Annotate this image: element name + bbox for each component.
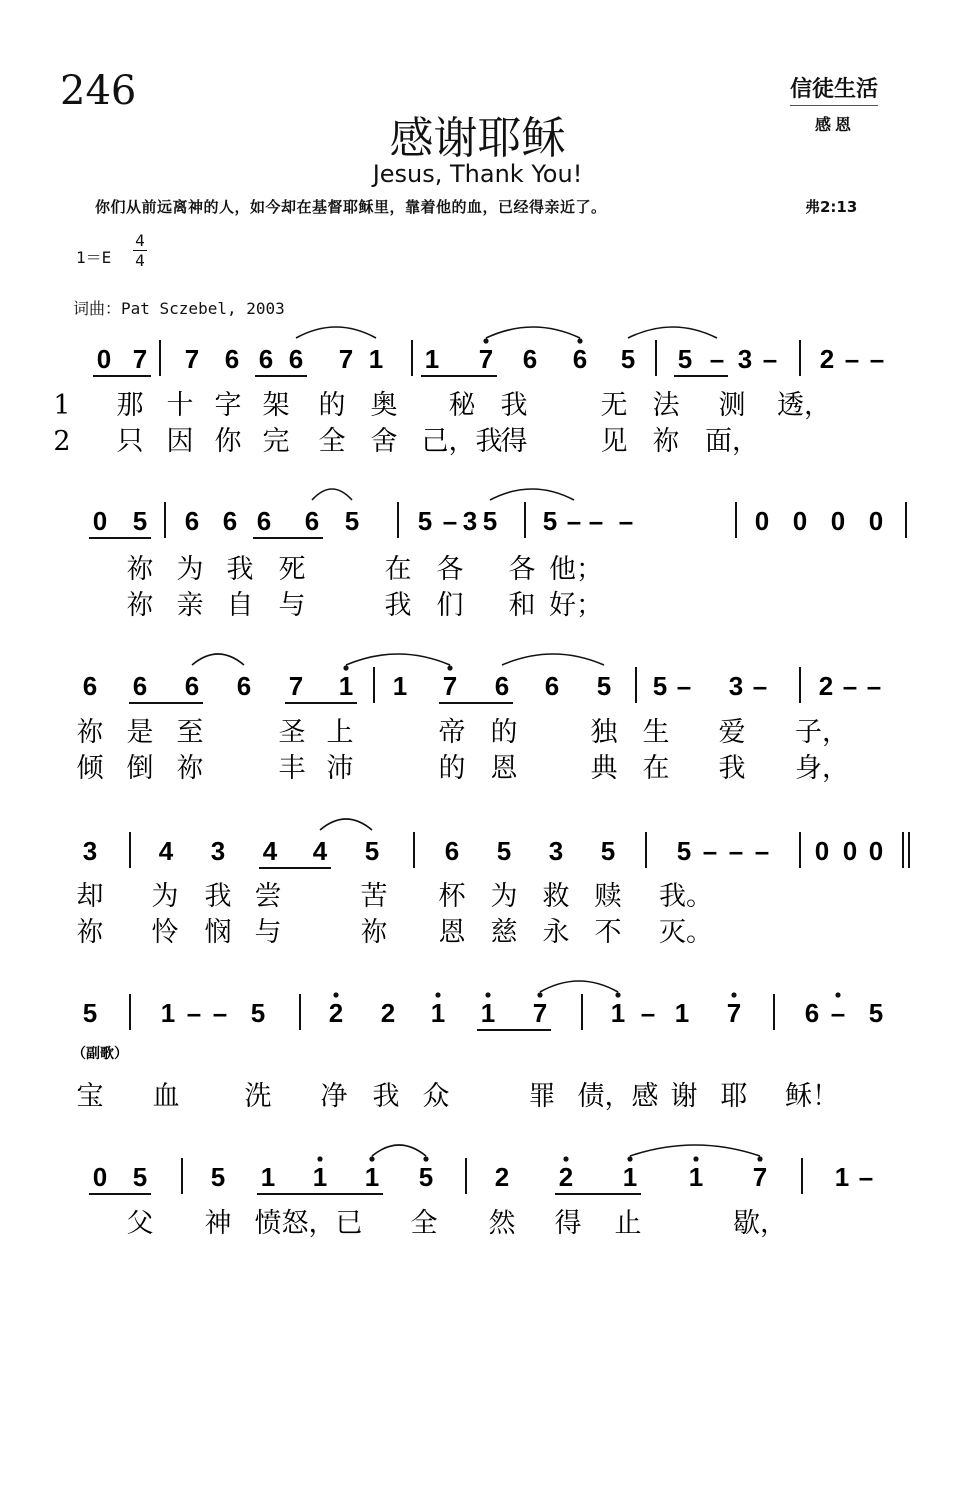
note: –	[728, 836, 744, 866]
lyric-syllable: 法	[652, 390, 680, 421]
lyric-syllable: 父	[126, 1208, 154, 1239]
note: 6	[82, 671, 98, 701]
lyric-syllable: 祢	[76, 917, 104, 948]
lyric-syllable: 圣	[278, 717, 306, 748]
lyric-syllable: 祢	[76, 717, 104, 748]
note: –	[842, 671, 858, 701]
scripture-verse: 你们从前远离神的人，如今却在基督耶稣里，靠着他的血，已经得亲近了。	[95, 198, 607, 216]
lyric-syllable: 祢	[360, 917, 388, 948]
subcategory-label: 感恩	[815, 115, 856, 134]
note: 1	[688, 1162, 704, 1192]
octave-dot	[333, 992, 338, 997]
lyric-syllable: 祢	[126, 554, 154, 585]
note: 7	[442, 671, 458, 701]
lyric-syllable: 是	[126, 717, 154, 748]
note: 6	[258, 344, 274, 374]
lyric-syllable: 宝	[76, 1081, 104, 1112]
lyric-syllable: 他；	[549, 554, 603, 585]
note: 5	[542, 506, 558, 536]
lyric-syllable: 秘	[448, 390, 476, 421]
note: –	[566, 506, 582, 536]
lyric-syllable: 和	[508, 590, 536, 621]
octave-dot	[615, 992, 620, 997]
note: –	[640, 998, 656, 1028]
octave-dot	[627, 1156, 632, 1161]
lyric-syllable: 为	[151, 881, 179, 912]
note: 6	[184, 506, 200, 536]
lyric-syllable: 那	[116, 390, 144, 421]
note: 0	[92, 506, 108, 536]
lyric-syllable: 不	[594, 917, 622, 948]
lyric-syllable: 生	[642, 717, 670, 748]
lyric-syllable: 各	[508, 554, 536, 585]
lyric-syllable: 在	[384, 554, 412, 585]
lyric-syllable: 见	[600, 426, 628, 457]
note: 0	[830, 506, 846, 536]
lyric-syllable: 恩	[438, 917, 466, 948]
lyric-syllable: 1	[53, 390, 71, 421]
note: 5	[132, 506, 148, 536]
lyric-syllable: 赎	[594, 881, 622, 912]
note: 5	[418, 1162, 434, 1192]
octave-dot	[485, 992, 490, 997]
lyric-syllable: 各	[436, 554, 464, 585]
note: 2	[380, 998, 396, 1028]
slur	[192, 654, 244, 665]
octave-dot	[577, 338, 582, 343]
lyric-syllable: 然	[488, 1208, 516, 1239]
lyric-syllable: 舍	[370, 426, 398, 457]
lyric-syllable: 悯	[204, 917, 232, 948]
note: –	[709, 344, 725, 374]
note: 6	[184, 671, 200, 701]
time-signature-bottom: 4	[135, 251, 145, 270]
note: 5	[676, 836, 692, 866]
lyric-syllable: 我	[372, 1081, 400, 1112]
note: 3	[548, 836, 564, 866]
slur	[628, 327, 717, 338]
lyric-syllable: 慈	[490, 917, 518, 948]
note: 5	[496, 836, 512, 866]
note: 5	[417, 506, 433, 536]
note: 1	[338, 671, 354, 701]
lyric-syllable: 倾	[76, 753, 104, 784]
note: 3	[737, 344, 753, 374]
scripture-reference: 弗2:13	[805, 198, 858, 216]
lyric-syllable: 我	[718, 753, 746, 784]
note: 5	[652, 671, 668, 701]
note: 6	[522, 344, 538, 374]
octave-dot	[369, 1156, 374, 1161]
lyric-syllable: 怜	[151, 917, 179, 948]
note: 5	[482, 506, 498, 536]
note: 3	[82, 836, 98, 866]
lyric-syllable: 洗	[244, 1081, 272, 1112]
lyric-syllable: 全	[318, 426, 346, 457]
lyric-syllable: 倒	[126, 753, 154, 784]
note: 6	[132, 671, 148, 701]
note: 7	[132, 344, 148, 374]
note: –	[844, 344, 860, 374]
slur	[486, 327, 580, 338]
hymn-number: 246	[60, 68, 137, 114]
lyric-syllable: 愤	[254, 1208, 282, 1239]
note: –	[752, 671, 768, 701]
lyric-syllable: 上	[326, 717, 354, 748]
key-signature: 1＝E	[76, 248, 112, 267]
lyric-syllable: 的	[438, 753, 466, 784]
note: –	[866, 671, 882, 701]
note: –	[186, 998, 202, 1028]
lyric-syllable: 死	[278, 554, 306, 585]
note: 1	[368, 344, 384, 374]
lyric-syllable: 为	[176, 554, 204, 585]
lyric-syllable: 我	[226, 554, 254, 585]
slur	[630, 1145, 760, 1156]
note: 7	[338, 344, 354, 374]
lyric-syllable: 与	[254, 917, 282, 948]
note: 7	[184, 344, 200, 374]
lyric-syllable: 灭。	[659, 917, 713, 948]
note: 0	[792, 506, 808, 536]
note: –	[762, 344, 778, 374]
lyric-syllable: 无	[600, 390, 628, 421]
slur	[346, 654, 450, 665]
note: 5	[620, 344, 636, 374]
slur	[312, 489, 352, 500]
lyric-syllable: 透，	[777, 390, 831, 421]
note: –	[869, 344, 885, 374]
note: 1	[392, 671, 408, 701]
note: –	[618, 506, 634, 536]
note: 6	[444, 836, 460, 866]
lyric-syllable: 的	[318, 390, 346, 421]
octave-dot	[537, 992, 542, 997]
note: –	[702, 836, 718, 866]
note: 6	[256, 506, 272, 536]
note: 2	[819, 344, 835, 374]
lyric-syllable: 稣！	[785, 1081, 839, 1112]
note: 5	[132, 1162, 148, 1192]
note: –	[858, 1162, 874, 1192]
note: 1	[610, 998, 626, 1028]
note: 3	[462, 506, 478, 536]
note: –	[830, 998, 846, 1028]
note: 5	[677, 344, 693, 374]
lyric-syllable: 爱	[718, 717, 746, 748]
lyric-syllable: 我	[500, 390, 528, 421]
lyric-syllable: 自	[226, 590, 254, 621]
note: 5	[210, 1162, 226, 1192]
note: 1	[674, 998, 690, 1028]
note: 1	[834, 1162, 850, 1192]
lyric-syllable: 的	[490, 717, 518, 748]
lyric-syllable: 杯	[438, 881, 466, 912]
note: 1	[430, 998, 446, 1028]
lyric-syllable: 字	[214, 390, 242, 421]
lyric-syllable: 子，	[795, 717, 849, 748]
lyric-syllable: 我	[384, 590, 412, 621]
lyric-syllable: 我	[204, 881, 232, 912]
note: 1	[424, 344, 440, 374]
octave-dot	[563, 1156, 568, 1161]
note: 2	[494, 1162, 510, 1192]
note: 1	[622, 1162, 638, 1192]
note: 7	[478, 344, 494, 374]
lyric-syllable: 奥	[370, 390, 398, 421]
lyric-syllable: 你	[214, 426, 242, 457]
note: 5	[600, 836, 616, 866]
lyric-syllable: 却	[76, 881, 104, 912]
note: 0	[814, 836, 830, 866]
note: 0	[868, 506, 884, 536]
note: 6	[288, 344, 304, 374]
octave-dot	[435, 992, 440, 997]
lyric-syllable: 苦	[360, 881, 388, 912]
octave-dot	[757, 1156, 762, 1161]
note: 5	[250, 998, 266, 1028]
lyric-syllable: 歇，	[733, 1208, 787, 1239]
lyric-syllable: 血	[152, 1081, 180, 1112]
octave-dot	[343, 665, 348, 670]
note: –	[754, 836, 770, 866]
octave-dot	[835, 992, 840, 997]
note: 5	[82, 998, 98, 1028]
lyric-syllable: 好；	[549, 590, 603, 621]
note: 3	[210, 836, 226, 866]
lyric-syllable: 耶	[720, 1081, 748, 1112]
note: –	[588, 506, 604, 536]
lyric-syllable: 永	[542, 917, 570, 948]
lyric-syllable: 与	[278, 590, 306, 621]
lyric-syllable: 己，我	[421, 426, 503, 457]
note: –	[442, 506, 458, 536]
lyric-syllable: 2	[53, 426, 71, 457]
note: 5	[364, 836, 380, 866]
octave-dot	[423, 1156, 428, 1161]
title-english: Jesus, Thank You!	[372, 160, 583, 188]
note: 1	[260, 1162, 276, 1192]
lyric-syllable: 测	[718, 390, 746, 421]
slur	[372, 1145, 426, 1156]
lyric-syllable: 因	[166, 426, 194, 457]
note: 7	[288, 671, 304, 701]
category-label: 信徒生活	[790, 72, 878, 106]
note: 1	[480, 998, 496, 1028]
slur	[502, 654, 604, 665]
octave-dot	[731, 992, 736, 997]
note: 6	[304, 506, 320, 536]
note: 5	[868, 998, 884, 1028]
lyric-syllable: 沛	[326, 753, 354, 784]
lyric-syllable: 尝	[254, 881, 282, 912]
lyric-syllable: 亲	[176, 590, 204, 621]
lyric-syllable: 完	[262, 426, 290, 457]
lyric-syllable: 祢	[126, 590, 154, 621]
note: 7	[752, 1162, 768, 1192]
lyric-syllable: 为	[490, 881, 518, 912]
note: 2	[328, 998, 344, 1028]
lyric-syllable: 们	[436, 590, 464, 621]
note: 0	[868, 836, 884, 866]
octave-dot	[693, 1156, 698, 1161]
octave-dot	[483, 338, 488, 343]
lyric-syllable: 净	[320, 1081, 348, 1112]
lyric-syllable: 谢	[670, 1081, 698, 1112]
note: 6	[494, 671, 510, 701]
lyric-syllable: 独	[590, 717, 618, 748]
lyric-syllable: 我。	[659, 881, 713, 912]
lyric-syllable: 祢	[176, 753, 204, 784]
note: 0	[96, 344, 112, 374]
note: 6	[572, 344, 588, 374]
lyric-syllable: 恩	[490, 753, 518, 784]
slur	[490, 489, 574, 500]
note: 1	[312, 1162, 328, 1192]
note: 0	[92, 1162, 108, 1192]
title-chinese: 感谢耶稣	[389, 113, 566, 164]
lyric-syllable: 至	[176, 717, 204, 748]
note: 7	[726, 998, 742, 1028]
slur	[320, 819, 372, 830]
note: 4	[158, 836, 174, 866]
lyric-syllable: 在	[642, 753, 670, 784]
lyric-syllable: 面，	[705, 426, 759, 457]
lyric-syllable: 止	[614, 1208, 642, 1239]
lyric-syllable: 身，	[795, 753, 849, 784]
lyric-syllable: 架	[262, 390, 290, 421]
lyric-syllable: 只	[116, 426, 144, 457]
octave-dot	[317, 1156, 322, 1161]
slur	[296, 327, 376, 338]
note: –	[676, 671, 692, 701]
lyric-syllable: 罪	[528, 1081, 556, 1112]
note: 0	[754, 506, 770, 536]
lyric-syllable: 得	[554, 1208, 582, 1239]
credit-line: 词曲：Pat Sczebel, 2003	[73, 299, 285, 318]
note: 6	[222, 506, 238, 536]
note: 4	[262, 836, 278, 866]
lyric-syllable: 债，感	[577, 1081, 659, 1112]
lyric-syllable: 典	[590, 753, 618, 784]
note: 5	[596, 671, 612, 701]
note: –	[212, 998, 228, 1028]
note: 6	[804, 998, 820, 1028]
note: 6	[224, 344, 240, 374]
lyric-syllable: 怒，已	[281, 1208, 363, 1239]
time-signature-top: 4	[133, 231, 147, 251]
lyric-syllable: 神	[204, 1208, 232, 1239]
note: 1	[160, 998, 176, 1028]
refrain-label: （副歌）	[72, 1046, 128, 1062]
note: 2	[818, 671, 834, 701]
note: 7	[532, 998, 548, 1028]
lyric-syllable: 得	[500, 426, 528, 457]
note: 0	[842, 836, 858, 866]
lyric-syllable: 众	[422, 1081, 450, 1112]
note: 5	[344, 506, 360, 536]
note: 3	[728, 671, 744, 701]
note: 4	[312, 836, 328, 866]
lyric-syllable: 丰	[278, 753, 306, 784]
lyric-syllable: 祢	[652, 426, 680, 457]
lyric-syllable: 救	[542, 881, 570, 912]
lyric-syllable: 十	[166, 390, 194, 421]
octave-dot	[447, 665, 452, 670]
note: 6	[544, 671, 560, 701]
slur	[540, 981, 618, 992]
note: 1	[364, 1162, 380, 1192]
lyric-syllable: 帝	[438, 717, 466, 748]
lyric-syllable: 全	[410, 1208, 438, 1239]
note: 2	[558, 1162, 574, 1192]
note: 6	[236, 671, 252, 701]
